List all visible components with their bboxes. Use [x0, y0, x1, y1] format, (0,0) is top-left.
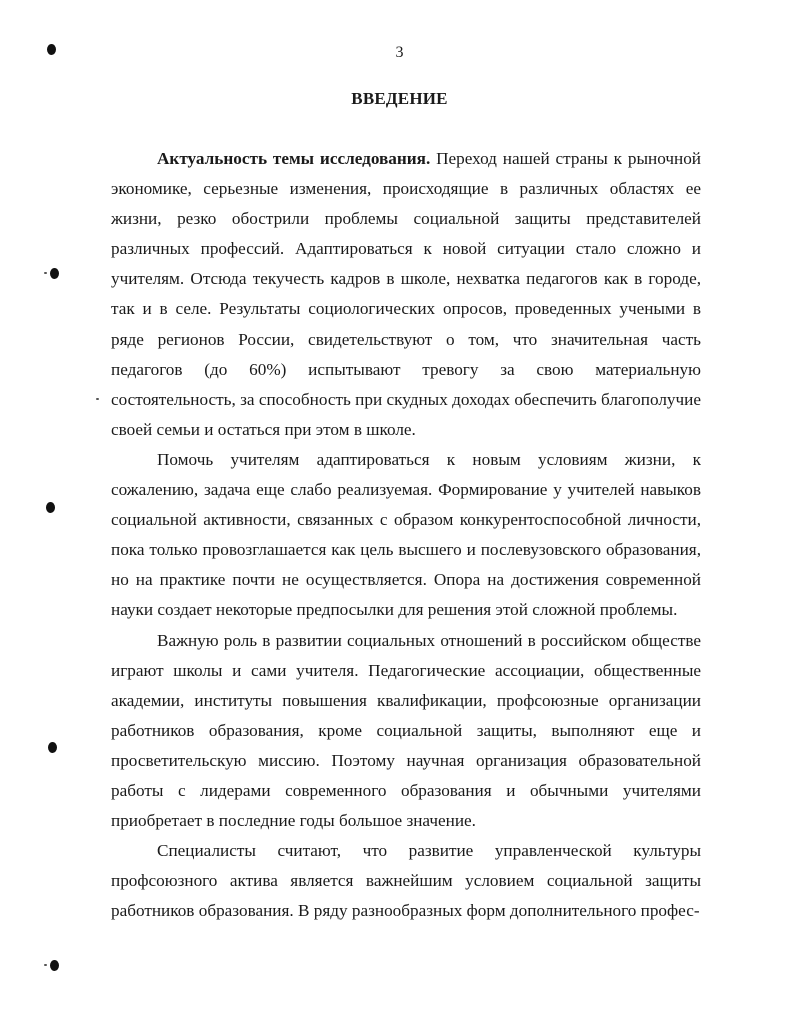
body-text	[111, 144, 701, 926]
punch-hole-5	[50, 960, 59, 971]
paragraph-text: Переход нашей страны к рыночной экономике, серьезные изменения, происходящие в различных областях ее жизни, резко обострили проблемы социальной защиты представителей различных профессий. Адаптироваться к новой ситуации стало сложно и учителям. Отсюда текучесть кадров в школе, нехватка педагогов как в городе, так и в селе. Результаты социологических опросов, проведенных учеными в ряде регионов России, свидетельствуют о том, что значительная часть педагогов (до 60%) испытывают тревогу за свою материальную состоятельность, за способность при скудных доходах обеспечить благополучие своей семьи и остаться при этом в школе.	[111, 149, 701, 439]
scan-speck	[96, 398, 99, 400]
punch-hole-2	[50, 268, 59, 279]
scan-speck	[44, 964, 47, 966]
punch-hole-4	[48, 742, 57, 753]
paragraph-lead: Актуальность темы исследования.	[157, 149, 431, 168]
paragraph-4: Специалисты считают, что развитие управленческой культуры профсоюзного актива является важнейшим условием социальной защиты работников образования. В ряду разнообразных форм дополнительного профес-	[111, 841, 701, 921]
paragraph-3: Важную роль в развитии социальных отношений в российском обществе играют школы и сами учителя. Педагогические ассоциации, общественные академии, институты повышения квалификации, профсоюзные организации работников образования, кроме социальной защиты, выполняют еще и просветительскую миссию. Поэтому научная организация образовательной работы с лидерами современного образования и обычными учителями приобретает в последние годы большое значение.	[111, 630, 701, 831]
paragraph-1	[111, 144, 701, 445]
section-heading: ВВЕДЕНИЕ	[351, 89, 448, 108]
page-number: 3	[395, 44, 404, 61]
paragraph-2: Помочь учителям адаптироваться к новым условиям жизни, к сожалению, задача еще слабо реализуемая. Формирование у учителей навыков социальной активности, связанных с образом конкурентоспособной личности, пока только провозглашается как цель высшего и послевузовского образования, но на практике почти не осуществляется. Опора на достижения современной науки создает некоторые предпосылки для решения этой сложной проблемы.	[111, 449, 701, 620]
punch-hole-3	[46, 502, 55, 513]
scan-speck	[44, 272, 47, 274]
